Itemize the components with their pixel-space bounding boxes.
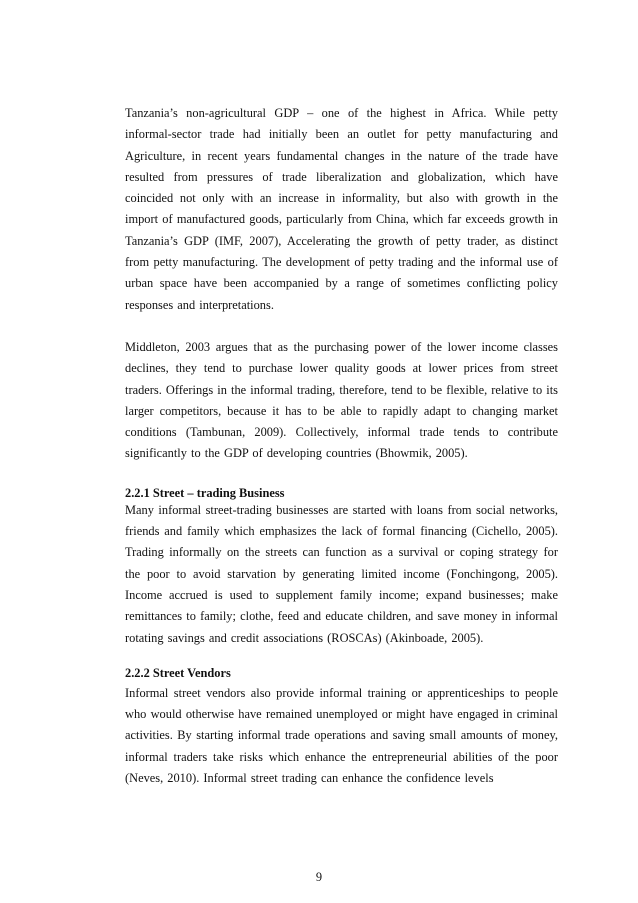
section-heading-street-trading-business: 2.2.1 Street – trading Business xyxy=(125,485,285,500)
section-street-trading-business xyxy=(125,487,558,649)
paragraph-gdp-petty-trade: Tanzania’s non-agricultural GDP – one of the highest in Africa. While petty informal-sector trade had initially been an outlet for petty manufacturing and Agriculture, in recent years fundamental changes in the nature of the trade have resulted from pressures of trade liberalization and globalization, which have coincided not only with an increase in informality, but also with growth in the import of manufactured goods, particularly from China, which far exceeds growth in Tanzania’s GDP (IMF, 2007), Accelerating the growth of petty trader, as distinct from petty manufacturing. The development of petty trading and the informal use of urban space have been accompanied by a range of sometimes conflicting policy responses and interpretations. xyxy=(125,106,558,312)
page-body xyxy=(125,103,558,789)
paragraph-street-vendors: Informal street vendors also provide informal training or apprenticeships to people who would otherwise have remained unemployed or might have engaged in criminal activities. By starting informal trade operations and saving small amounts of money, informal traders take risks which enhance the entrepreneurial abilities of the poor (Neves, 2010). Informal street trading can enhance the confidence levels xyxy=(125,685,558,786)
page-number: 9 xyxy=(315,870,323,884)
section-heading-street-vendors: 2.2.2 Street Vendors xyxy=(125,665,231,680)
section-street-vendors xyxy=(125,667,558,789)
paragraph-street-trading-business: Many informal street-trading businesses are started with loans from social networks, friends and family which emphasizes the lack of formal financing (Cichello, 2005). Trading informally on the streets can function as a survival or coping strategy for the poor to avoid starvation by generating limited income (Fonchingong, 2005). Income accrued is used to supplement family income; expand businesses; make remittances to family; clothe, feed and educate children, and save money in informal rotating savings and credit associations (ROSCAs) (Akinboade, 2005). xyxy=(125,502,558,645)
paragraph-middleton: Middleton, 2003 argues that as the purchasing power of the lower income classes declines, they tend to purchase lower quality goods at lower prices from street traders. Offerings in the informal trading, therefore, tend to be flexible, relative to its larger competitors, because it has to be able to rapidly adapt to changing market conditions (Tambunan, 2009). Collectively, informal trade tends to contribute significantly to the GDP of developing countries (Bhowmik, 2005). xyxy=(125,339,558,461)
paragraph-spacer xyxy=(125,316,558,337)
